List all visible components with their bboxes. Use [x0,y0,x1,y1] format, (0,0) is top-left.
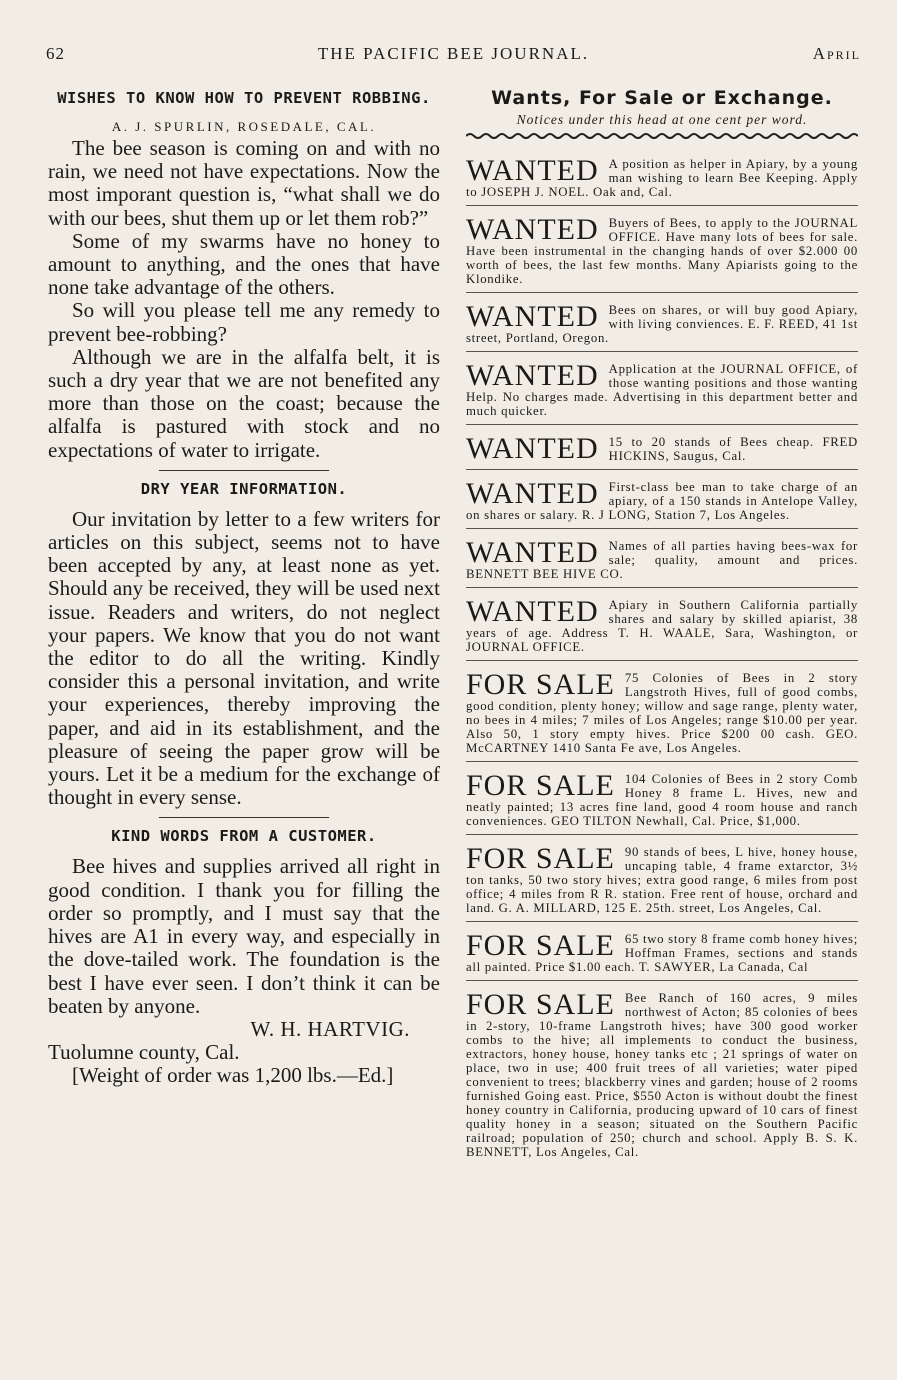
article-byline: A. J. SPURLIN, ROSEDALE, CAL. [111,119,377,134]
article-title: WISHES TO KNOW HOW TO PREVENT ROBBING. [57,89,431,107]
ad-text: Names of all parties having bees-wax for sale; quality, amount and prices. BENNETT BEE HIVE CO. [466,539,858,581]
ad-keyword: FOR SALE [466,929,615,962]
ad-text: 104 Colonies of Bees in 2 story Comb Honey 8 frame L. Hives, new and neatly painted; 13 acres fine land, good 4 room house and ranch conveniences. GEO TILTON Newhall, Cal. Price, $1,000. [466,772,858,828]
classified-ad [466,356,858,418]
article-dry-year [48,479,440,810]
ad-keyword: WANTED [466,536,599,569]
ad-keyword: WANTED [466,359,599,392]
ad-divider [466,351,858,352]
ad-text: 65 two story 8 frame comb honey hives; Hoffman Frames, sections and stands all painted. Price $1.00 each. T. SAWYER, La Canada, Cal [466,932,858,974]
classified-ad [466,474,858,522]
right-column [466,86,858,1159]
divider [159,470,329,471]
section-title: Wants, For Sale or Exchange. [491,87,833,109]
journal-title: THE PACIFIC BEE JOURNAL. [317,44,590,63]
ad-keyword: FOR SALE [466,769,615,802]
article-robbing [48,88,440,462]
paragraph: Some of my swarms have no honey to amount to anything, and the ones that have none take advantage of the others. [48,228,440,300]
left-column [48,88,440,1088]
paragraph: Our invitation by letter to a few writers for articles on this subject, seems not to have been accepted by any, at least none as yet. Should any be received, they will be used next issue. Readers and writers, do not neglect your papers. We know that you do not want the editor to do all the writing. Kindly consider this a personal invitation, and write your experiences, thereby improving the paper, and aid in its establishment, and the pleasure of seeing the paper grow will be yours. Let it be a medium for the exchange of thought in every sense. [48,506,440,810]
classified-ad [466,839,858,915]
ad-divider [466,761,858,762]
divider [159,817,329,818]
ad-divider [466,587,858,588]
ad-text: Application at the JOURNAL OFFICE, of those wanting positions and those wanting Help. No charges made. Advertising in this department better and much quicker. [466,362,858,418]
page-header [46,44,861,68]
ad-keyword: WANTED [466,213,599,246]
signature: W. H. HARTVIG. [250,1016,410,1041]
classified-ad [466,533,858,581]
ad-keyword: WANTED [466,477,599,510]
ad-text: 15 to 20 stands of Bees cheap. FRED HICKINS, Saugus, Cal. [608,435,858,463]
ad-divider [466,292,858,293]
ad-text: Bees on shares, or will buy good Apiary, with living conviences. E. F. REED, 41 1st street, Portland, Oregon. [466,303,858,345]
ad-text: Apiary in Southern California partially shares and salary by skilled apiarist, 38 years of age. Address T. H. WAALE, Sara, Washington, or JOURNAL OFFICE. [466,598,858,654]
ad-keyword: WANTED [466,154,599,187]
ad-keyword: WANTED [466,432,599,465]
classified-ad [466,665,858,755]
ad-keyword: WANTED [466,595,599,628]
article-title: KIND WORDS FROM A CUSTOMER. [111,827,377,846]
ad-text: Buyers of Bees, to apply to the JOURNAL OFFICE. Have many lots of bees for sale. Have been instrumental in the changing hands of over $2.000 00 worth of bees, the last few months. Many Apiarists going to the Klondike. [466,216,858,286]
ad-text: 90 stands of bees, L hive, honey house, uncaping table, 4 frame extarctor, 3½ ton tanks, 50 two story hives; extra good range, 6 miles from post office; 4 miles from R R. station. Free rent of house, orchard and land. G. A. MILLARD, 125 E. 25th. street, Los Angeles, Cal. [466,845,858,915]
ad-keyword: WANTED [466,300,599,333]
classified-ad [466,592,858,654]
ad-divider [466,921,858,922]
ad-divider [466,660,858,661]
ad-text: First-class bee man to take charge of an apiary, of a 150 stands in Antelope Valley, on shares or salary. R. J LONG, Station 7, Los Angeles. [466,480,858,522]
classified-ad [466,766,858,828]
classified-ad [466,210,858,286]
article-title: DRY YEAR INFORMATION. [140,479,348,498]
ad-text: A position as helper in Apiary, by a young man wishing to learn Bee Keeping. Apply to JOSEPH J. NOEL. Oak and, Cal. [466,157,858,199]
ad-divider [466,205,858,206]
classified-ad [466,985,858,1159]
paragraph: Although we are in the alfalfa belt, it is such a dry year that we are not benefited any more than those on the coast; because the alfalfa is pastured with stock and no expectations of water to irrigate. [48,344,440,462]
wavy-rule-ornament [466,132,858,140]
ad-keyword: FOR SALE [466,988,615,1021]
paragraph: So will you please tell me any remedy to prevent bee-robbing? [48,298,440,346]
ad-divider [466,424,858,425]
paragraph: The bee season is coming on and with no rain, we need not have expectations. Now the most imporant question is, “what shall we do with our bees, shut them up or let them rob?” [48,136,440,230]
section-notice: Notices under this head at one cent per word. [516,112,808,127]
ad-divider [466,834,858,835]
ad-text: 75 Colonies of Bees in 2 story Langstroth Hives, full of good combs, good condition, plenty honey; willow and sage range, plenty water, no bees in 4 miles; 7 miles of Los Angeles; range $10.00 per year. Also 50, 1 story empty hives. Price $200 00 cash. GEO. McCARTNEY 1410 Santa Fe ave, Los Angeles. [466,671,858,755]
page-number: 62 [46,44,65,63]
article-kind-words [48,826,440,1087]
editor-note: [Weight of order was 1,200 lbs.—Ed.] [72,1063,394,1088]
issue-month: April [812,44,861,63]
ad-divider [466,528,858,529]
classified-ad [466,151,858,199]
ad-divider [466,980,858,981]
ad-keyword: FOR SALE [466,842,615,875]
location-line: Tuolumne county, Cal. [48,1040,240,1065]
classified-ad [466,297,858,345]
ad-keyword: FOR SALE [466,668,615,701]
classified-ad [466,429,858,463]
ad-text: Bee Ranch of 160 acres, 9 miles northwest of Acton; 85 colonies of bees in 2-story, 10-frame Langstroth hives; have 300 good worker combs to the hive; all implements to conduct the business, extractors, honey house, honey tanks etc ; 21 springs of water on place, two in use; 400 fruit trees of all varieties; water piped convenient to trees; blackberry vines and garden; house of 2 rooms furnished Going east. Price, $550 Acton is without doubt the finest honey country in California, producing upward of 10 cars of finest quality honey in a season; situated on the Southern Pacific railroad; population of 250; church and school. Apply B. S. K. BENNETT, Los Angeles, Cal. [466,991,858,1159]
paragraph: Bee hives and supplies arrived all right in good condition. I thank you for filling the order so promptly, and I must say that the hives are A1 in every way, and especially in the dove-tailed work. The foundation is the best I have ever seen. I don’t think it can be beaten by anyone. [48,854,440,1018]
ad-divider [466,469,858,470]
classified-ad [466,926,858,974]
